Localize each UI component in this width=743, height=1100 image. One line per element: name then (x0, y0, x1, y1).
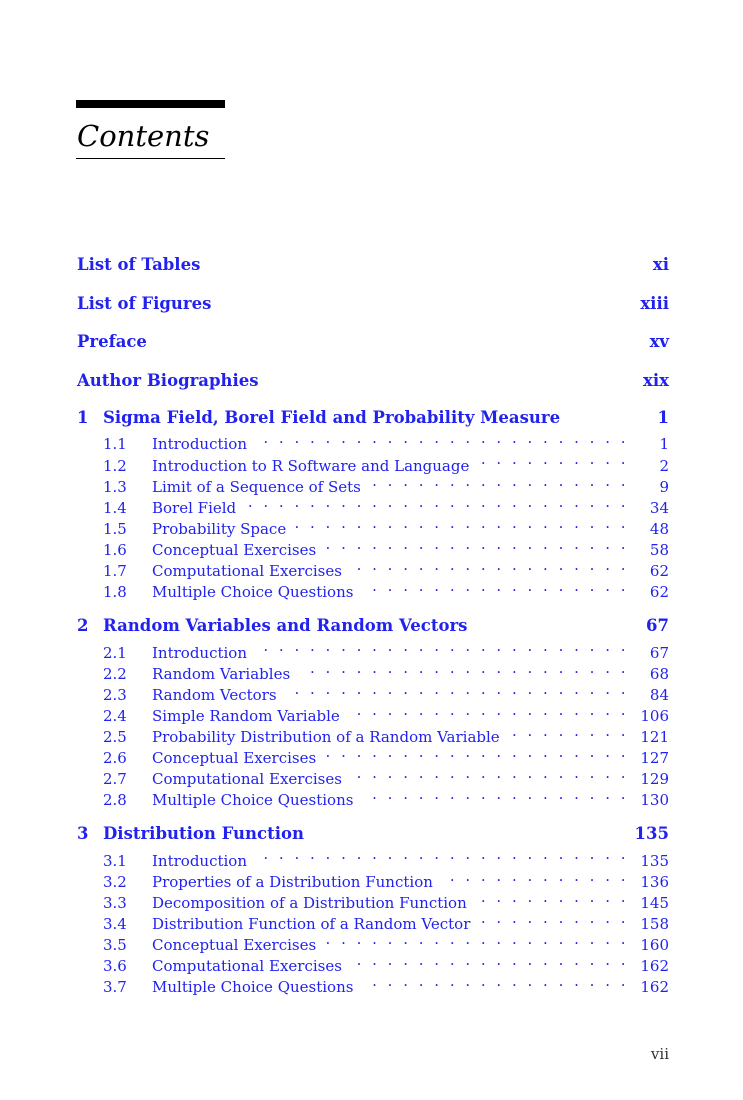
toc-entry-label: Author Biographies (77, 370, 259, 390)
dot-leader (361, 784, 627, 805)
dot-leader (324, 929, 627, 950)
title-rule-top (76, 100, 225, 108)
section-page: 127 (640, 748, 669, 767)
chapter-page: 135 (634, 824, 669, 844)
toc-entry-label: Preface (77, 332, 147, 352)
toc-entry-page: xiii (640, 293, 669, 313)
dot-leader (255, 844, 627, 865)
section-number: 1.5 (103, 519, 127, 538)
section-title: Introduction to R Software and Language (152, 456, 470, 475)
section-title: Probability Distribution of a Random Variable (152, 727, 500, 746)
toc-entry-author-biographies[interactable] (77, 368, 669, 407)
section-page: 62 (649, 562, 669, 581)
chapter-title: Distribution Function (103, 824, 304, 844)
section-title: Conceptual Exercises (152, 540, 317, 559)
section-number: 1.6 (103, 540, 127, 559)
toc-chapter-heading[interactable] (77, 407, 669, 428)
section-title: Computational Exercises (152, 562, 342, 581)
dot-leader (369, 471, 627, 492)
section-number: 1.2 (103, 456, 127, 475)
section-number: 3.6 (103, 957, 127, 976)
section-title: Simple Random Variable (152, 706, 340, 725)
section-page: 136 (640, 872, 669, 891)
section-page: 130 (640, 791, 669, 810)
section-page: 129 (640, 770, 669, 789)
section-title: Decomposition of a Distribution Function (152, 893, 467, 912)
section-page: 48 (649, 519, 669, 538)
section-number: 1.1 (103, 435, 127, 454)
section-page: 9 (659, 477, 669, 496)
section-number: 2.1 (103, 643, 127, 662)
section-title: Computational Exercises (152, 770, 342, 789)
chapter-title: Sigma Field, Borel Field and Probability Measure (103, 408, 561, 428)
toc-section[interactable] (77, 636, 669, 662)
section-title: Conceptual Exercises (152, 935, 317, 954)
dot-leader (441, 866, 627, 887)
section-page: 162 (640, 978, 669, 997)
dot-leader (508, 721, 627, 742)
section-title: Multiple Choice Questions (152, 978, 354, 997)
toc-entry-page: xv (649, 332, 669, 352)
chapter-title: Random Variables and Random Vectors (103, 616, 468, 636)
toc-entry-list-of-figures[interactable] (77, 291, 669, 330)
dot-leader (324, 742, 627, 763)
dot-leader (478, 908, 627, 929)
section-number: 2.2 (103, 664, 127, 683)
section-page: 67 (649, 643, 669, 662)
dot-leader (361, 576, 627, 597)
section-number: 3.5 (103, 935, 127, 954)
section-page: 2 (659, 456, 669, 475)
section-page: 121 (640, 727, 669, 746)
dot-leader (324, 534, 627, 555)
section-page: 162 (640, 957, 669, 976)
section-title: Multiple Choice Questions (152, 583, 354, 602)
section-title: Random Vectors (152, 685, 277, 704)
section-page: 135 (640, 851, 669, 870)
dot-leader (350, 950, 627, 971)
dot-leader (255, 428, 627, 449)
section-page: 160 (640, 935, 669, 954)
section-page: 84 (649, 685, 669, 704)
section-title: Conceptual Exercises (152, 748, 317, 767)
section-title: Introduction (152, 643, 247, 662)
section-number: 2.4 (103, 706, 127, 725)
toc-entry-label: List of Tables (77, 255, 201, 274)
section-number: 3.7 (103, 978, 127, 997)
chapter-number: 2 (77, 616, 89, 636)
chapter-number: 1 (77, 408, 89, 428)
dot-leader (285, 679, 627, 700)
section-title: Introduction (152, 435, 247, 454)
section-page: 58 (649, 540, 669, 559)
section-number: 2.5 (103, 727, 127, 746)
section-page: 68 (649, 664, 669, 683)
section-title: Computational Exercises (152, 957, 342, 976)
chapter-number: 3 (77, 824, 89, 844)
toc-section[interactable] (77, 844, 669, 870)
section-number: 2.6 (103, 748, 127, 767)
section-number: 3.1 (103, 851, 127, 870)
toc-chapter-2 (77, 615, 669, 810)
toc-chapter-heading[interactable] (77, 615, 669, 636)
section-page: 62 (649, 583, 669, 602)
toc-entry-page: xi (652, 255, 669, 274)
section-number: 1.8 (103, 583, 127, 602)
section-page: 158 (640, 914, 669, 933)
dot-leader (350, 555, 627, 576)
section-number: 2.8 (103, 791, 127, 810)
dot-leader (361, 971, 627, 992)
page-title: Contents (77, 119, 210, 153)
section-number: 2.7 (103, 770, 127, 789)
dot-leader (255, 636, 627, 657)
section-page: 34 (649, 498, 669, 517)
toc-entry-label: List of Figures (77, 293, 212, 313)
toc-section[interactable] (77, 428, 669, 454)
dot-leader (244, 492, 627, 513)
dot-leader (294, 513, 627, 534)
dot-leader (350, 763, 627, 784)
section-title: Multiple Choice Questions (152, 791, 354, 810)
dot-leader (348, 700, 627, 721)
dot-leader (477, 449, 627, 470)
section-title: Probability Space (152, 519, 287, 538)
toc-entry-list-of-tables[interactable] (77, 252, 669, 291)
section-number: 3.4 (103, 914, 127, 933)
toc-entry-preface[interactable] (77, 329, 669, 368)
toc-chapter-1 (77, 407, 669, 602)
section-title: Limit of a Sequence of Sets (152, 477, 361, 496)
toc-chapter-3 (77, 823, 669, 997)
section-number: 1.7 (103, 562, 127, 581)
chapter-page: 1 (657, 408, 669, 428)
section-number: 1.4 (103, 498, 127, 517)
section-number: 1.3 (103, 477, 127, 496)
title-rule-bottom (76, 158, 225, 159)
section-number: 3.2 (103, 872, 127, 891)
toc-entry-page: xix (643, 370, 669, 390)
section-page: 106 (640, 706, 669, 725)
section-page: 1 (659, 435, 669, 454)
dot-leader (475, 887, 627, 908)
section-page: 145 (640, 893, 669, 912)
table-of-contents (77, 252, 669, 997)
section-title: Properties of a Distribution Function (152, 872, 433, 891)
section-title: Distribution Function of a Random Vector (152, 914, 471, 933)
section-number: 2.3 (103, 685, 127, 704)
page-number: vii (650, 1045, 669, 1063)
chapter-page: 67 (646, 616, 669, 636)
section-title: Random Variables (152, 664, 291, 683)
section-title: Introduction (152, 851, 247, 870)
dot-leader (298, 658, 627, 679)
section-title: Borel Field (152, 498, 237, 517)
section-number: 3.3 (103, 893, 127, 912)
toc-chapter-heading[interactable] (77, 823, 669, 844)
